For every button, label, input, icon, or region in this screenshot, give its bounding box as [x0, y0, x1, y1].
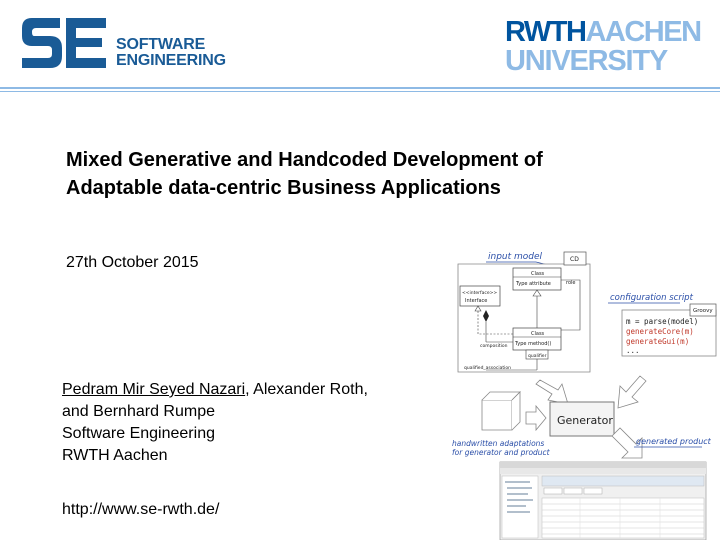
se-word-line1: SOFTWARE — [116, 36, 206, 53]
cd-tag-label: CD — [570, 256, 579, 263]
uml-class-top-name: Class — [531, 271, 545, 277]
rwth-logo-rwth: RWTH — [505, 16, 586, 48]
input-model-label: input model — [488, 252, 543, 262]
se-wordmark — [116, 37, 226, 69]
header-rule — [0, 87, 720, 89]
slide-title-line2: Adaptable data-centric Business Applications — [66, 177, 501, 199]
code-line-4: ... — [626, 346, 640, 355]
generator-label: Generator — [557, 414, 613, 427]
generated-product-label: generated product — [636, 437, 711, 446]
uml-class-bottom-name: Class — [531, 331, 545, 337]
rwth-logo-line1 — [505, 18, 701, 47]
configuration-script-label: configuration script — [610, 293, 693, 303]
generated-product-screenshot — [500, 462, 706, 540]
arrow-script-to-generator — [618, 376, 646, 408]
handwritten-code-cube — [482, 400, 512, 430]
rwth-logo-university: UNIVERSITY — [505, 45, 668, 77]
affiliation-university: RWTH Aachen — [62, 447, 168, 464]
header-rule-thin — [0, 91, 720, 92]
se-word-line2: ENGINEERING — [116, 52, 226, 69]
uml-qualified-association-label: qualified_association — [464, 366, 511, 371]
rwth-logo-aachen: AACHEN — [585, 16, 701, 48]
uml-role-label: role — [566, 280, 576, 286]
groovy-tag-label: Groovy — [693, 308, 713, 314]
uml-interface-name: Interface — [465, 298, 488, 304]
website-url: http://www.se-rwth.de/ — [62, 501, 220, 518]
uml-interface-stereotype: <<interface>> — [462, 291, 498, 296]
uml-qualifier-label: qualifier — [528, 354, 547, 359]
code-line-2: generateCore(m) — [626, 327, 694, 336]
uml-composition-label: composition — [480, 344, 508, 349]
author-block — [62, 379, 368, 467]
author-line2: and Bernhard Rumpe — [62, 403, 215, 420]
author-line1 — [62, 379, 368, 401]
code-line-1: m = parse(model) — [626, 317, 699, 326]
uml-class-bottom-method: Type method() — [515, 341, 552, 347]
rwth-logo — [505, 18, 701, 76]
coauthor-name: , Alexander Roth, — [245, 381, 368, 398]
handwritten-adaptations-line1: handwritten adaptations — [452, 439, 545, 448]
slide-title — [66, 146, 686, 202]
code-line-3: generateGui(m) — [626, 337, 690, 346]
slide-title-line1: Mixed Generative and Handcoded Development of — [66, 149, 543, 171]
generator-process-diagram — [440, 240, 720, 540]
se-logo-icon — [18, 14, 108, 72]
handwritten-adaptations-line2: for generator and product — [452, 448, 550, 457]
arrow-handwritten-to-generator — [526, 406, 546, 430]
presentation-date: 27th October 2015 — [66, 254, 199, 271]
affiliation-group: Software Engineering — [62, 425, 215, 442]
uml-class-top-attr: Type attribute — [516, 281, 551, 287]
arrow-model-to-generator — [536, 380, 568, 404]
presenter-name: Pedram Mir Seyed Nazari — [62, 381, 246, 398]
